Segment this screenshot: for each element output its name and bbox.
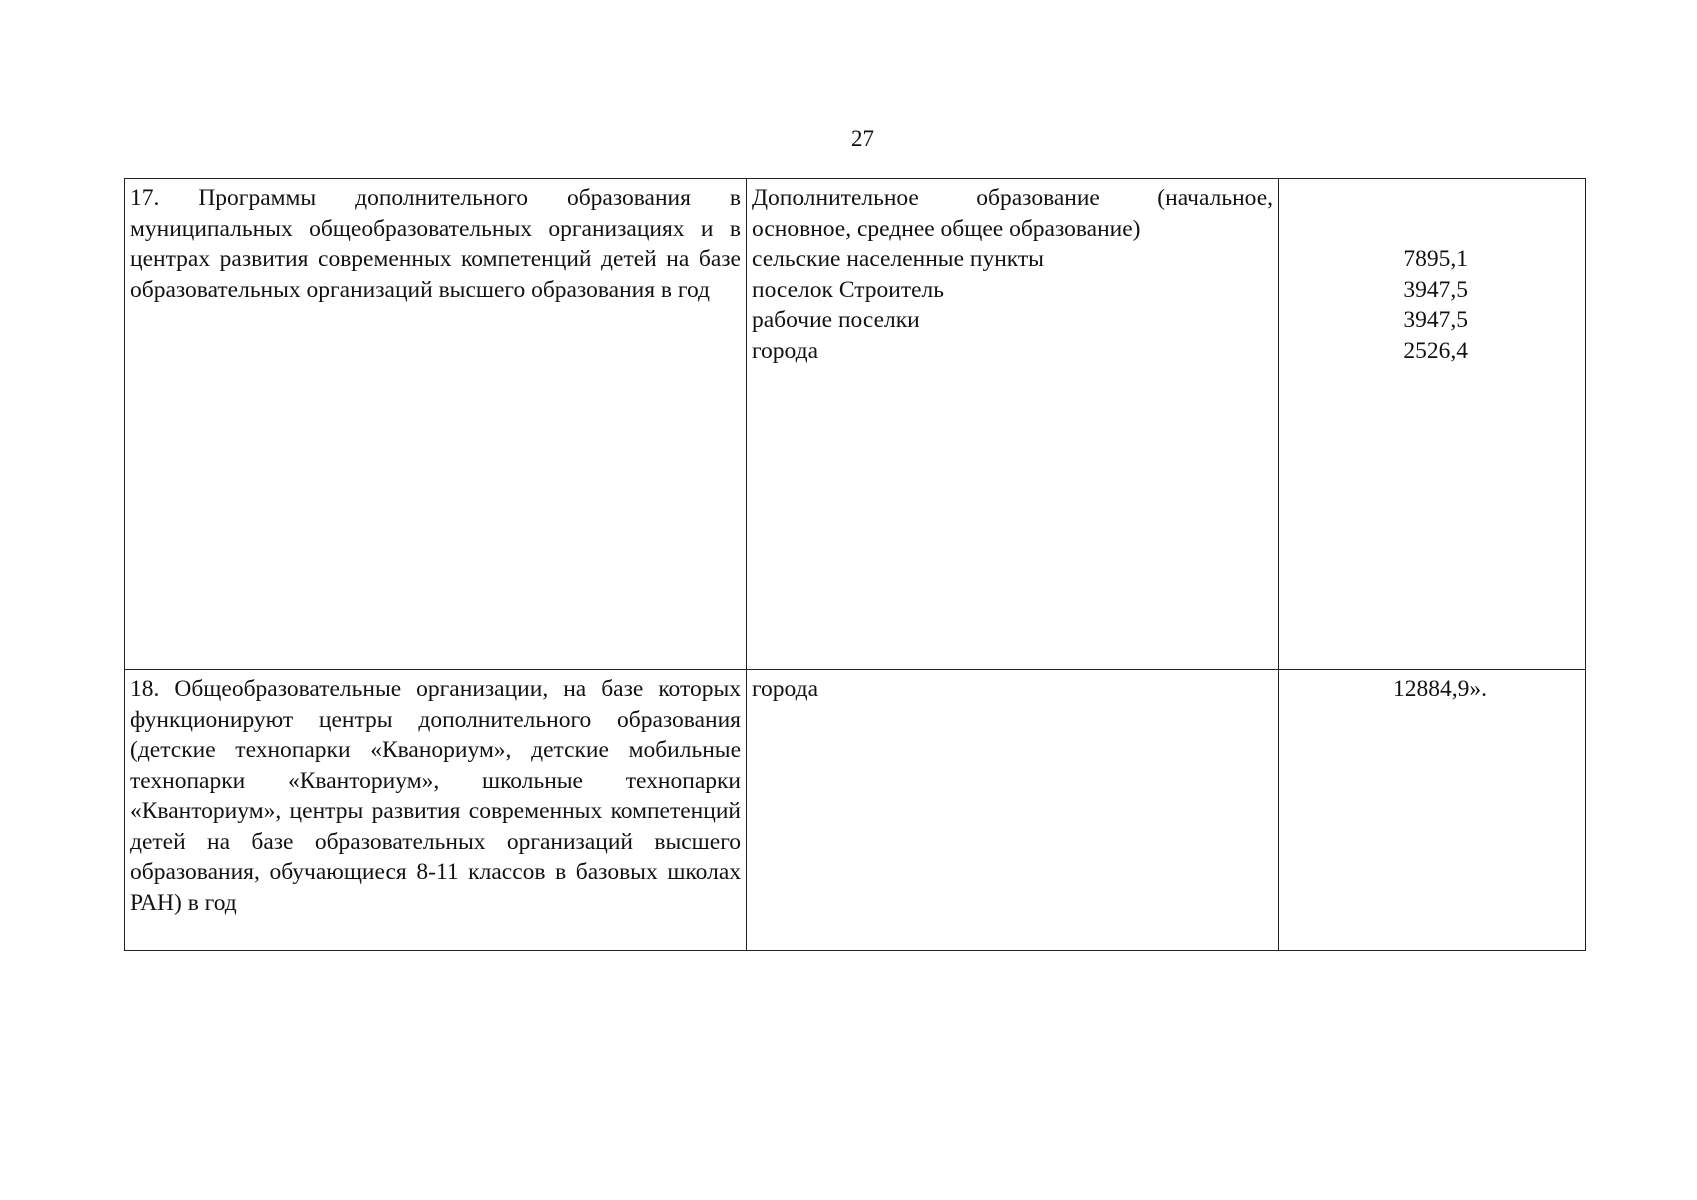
row-17-categories <box>747 179 1279 670</box>
row-17-category-heading: Дополнительное образование (начальное, основное, среднее общее образование) <box>752 185 1273 242</box>
row-17-category-cities: города <box>752 337 819 364</box>
row-17-category-workers-settlements: рабочие поселки <box>752 307 920 333</box>
row-17-category-rural: сельские населенные пункты <box>752 246 1044 272</box>
standards-table <box>124 178 1586 951</box>
row-17-value-workers-settlements: 3947,5 <box>1403 307 1468 333</box>
row-18-value-cities: 12884,9». <box>1393 676 1487 702</box>
row-18-description: 18. Общеобразовательные организации, на базе которых функционируют центры дополнительного образования (детские технопарки «Кванориум», детские мобильные технопарки «Кванториум», школьные технопарки «Кванториум», центры развития современных компетенций детей на базе образовательных организаций высшего образования, обучающиеся 8-11 классов в базовых школах РАН) в год <box>125 670 747 951</box>
page-number: 27 <box>851 126 874 151</box>
row-17-values <box>1279 179 1586 670</box>
row-17-value-rural: 7895,1 <box>1403 246 1468 272</box>
row-17-value-stroitel: 3947,5 <box>1403 276 1468 303</box>
row-17-value-cities: 2526,4 <box>1403 337 1468 364</box>
table-row-17 <box>125 179 1586 670</box>
row-18-values <box>1279 670 1586 951</box>
row-17-description: 17. Программы дополнительного образования в муниципальных общеобразовательных организациях и в центрах развития современных компетенций детей на базе образовательных организаций высшего образования в год <box>125 179 747 670</box>
row-17-category-stroitel: поселок Строитель <box>752 276 944 303</box>
row-18-category-cities: города <box>752 676 819 702</box>
row-18-categories <box>747 670 1279 951</box>
table-row-18 <box>125 670 1586 951</box>
